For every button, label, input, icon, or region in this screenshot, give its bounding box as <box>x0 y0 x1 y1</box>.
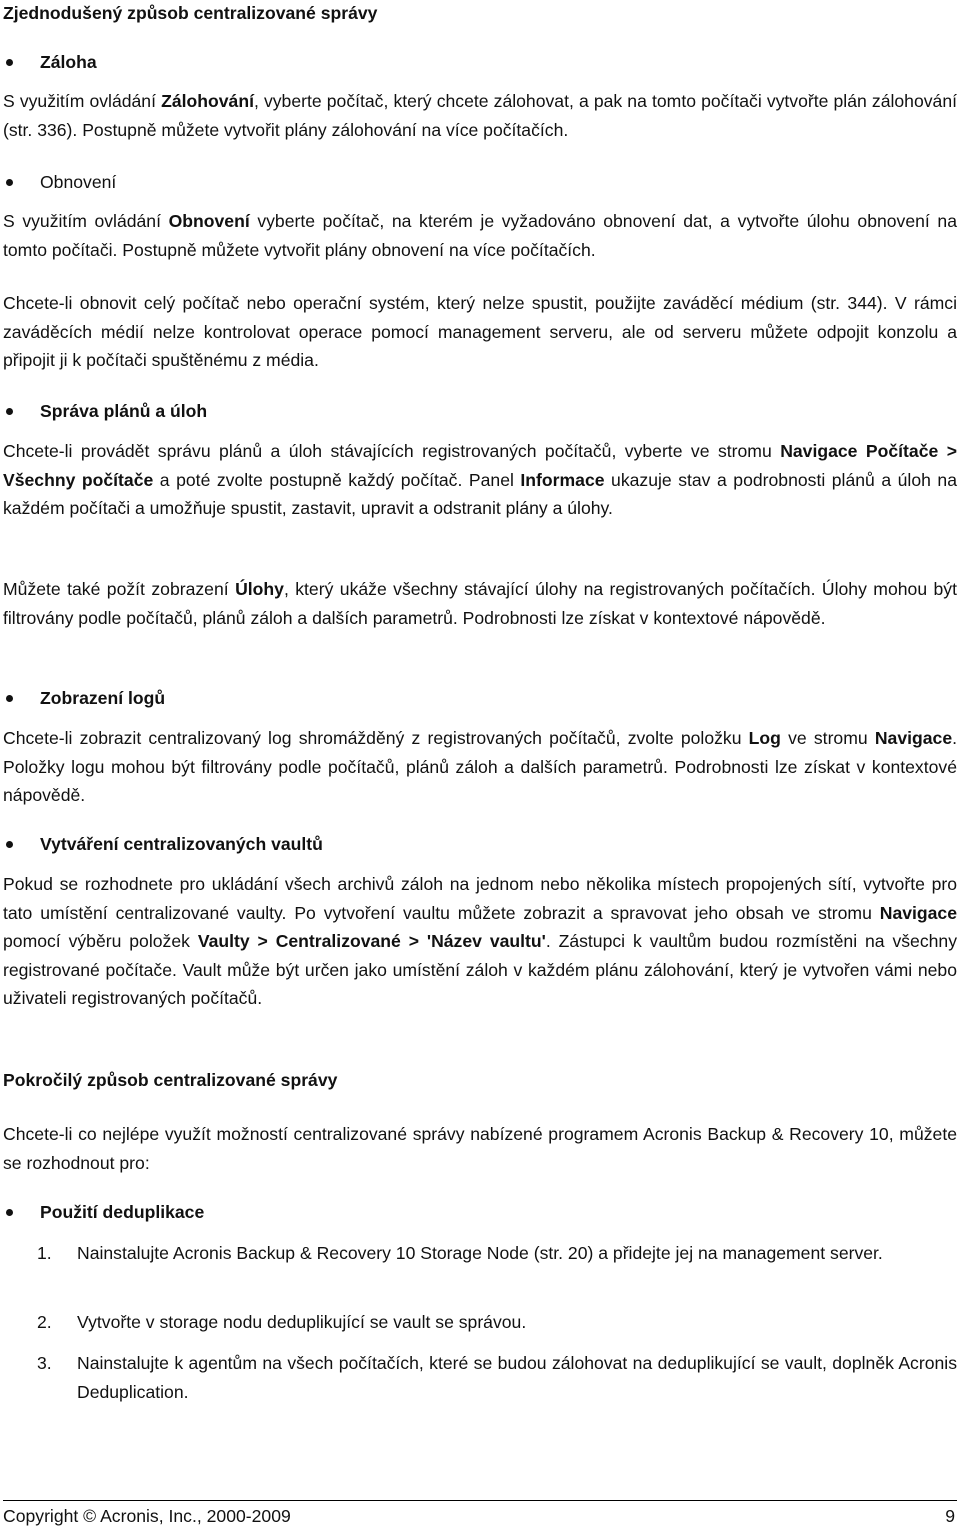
paragraph-vaulty <box>3 870 957 1013</box>
text-span-bold: Úlohy <box>235 579 284 599</box>
text-span-bold: Obnovení <box>168 211 250 231</box>
bullet-icon <box>6 59 13 66</box>
text-span-bold: Navigace <box>874 728 953 748</box>
section-heading: Správa plánů a úloh <box>40 401 208 421</box>
list-item <box>37 1239 957 1268</box>
text-span: S využitím ovládání <box>3 91 162 111</box>
list-number: 3. <box>37 1353 52 1373</box>
text-span-bold: Vaulty > Centralizované > 'Název vaultu' <box>197 931 546 952</box>
section-heading: Záloha <box>40 52 97 72</box>
bullet-icon <box>6 841 13 848</box>
text-span: a poté zvolte postupně každý počítač. Panel <box>153 469 521 490</box>
section-heading: Použití deduplikace <box>40 1202 205 1222</box>
text-span-bold: Navigace <box>879 902 957 923</box>
footer-page-number: 9 <box>945 1506 955 1526</box>
footer-copyright: Copyright © Acronis, Inc., 2000-2009 <box>3 1506 291 1526</box>
text-span: , vyberte počítač, který chcete zálohovat, a pak na tomto počítači vytvořte plán zálohování (str. 336). Postupně můžete vytvořit plány zálohování na více počítačích. <box>3 91 957 140</box>
text-span: . Položky logu mohou být filtrovány podle počítačů, plánů záloh a dalších parametrů. Podrobnosti lze získat v kontextové nápovědě. <box>3 728 957 806</box>
paragraph-sprava-2 <box>3 575 957 632</box>
text-span: Chcete-li provádět správu plánů a úloh stávajících registrovaných počítačů, vyberte ve stromu <box>3 441 781 461</box>
text-span: ukazuje stav a podrobnosti plánů a úloh na každém počítači a umožňuje spustit, zastavit, upravit a odstranit plány a úlohy. <box>3 469 957 519</box>
advanced-title: Pokročilý způsob centralizované správy <box>3 1070 338 1090</box>
list-text: Vytvořte v storage nodu deduplikující se vault se správou. <box>77 1312 527 1332</box>
paragraph-zaloha <box>3 87 957 144</box>
paragraph-sprava-1 <box>3 437 957 523</box>
list-item <box>37 1349 957 1406</box>
list-text: Nainstalujte k agentům na všech počítačích, které se budou zálohovat na deduplikující se vault, doplněk Acronis Deduplication. <box>77 1353 957 1402</box>
paragraph-logy <box>3 724 957 810</box>
text-span-bold: Navigace Počítače > Všechny počítače <box>3 441 957 490</box>
text-span: Pokud se rozhodnete pro ukládání všech archivů záloh na jednom nebo několika místech propojených sítí, vytvořte pro tato umístění centralizované vaulty. Po vytvoření vaultu můžete zobrazit a spravovat jeho obsah ve stromu <box>3 874 957 923</box>
list-number: 2. <box>37 1312 52 1332</box>
section-heading: Obnovení <box>40 172 117 192</box>
text-span-bold: Zálohování <box>161 91 254 111</box>
bullet-icon <box>6 695 13 702</box>
paragraph-obnoveni-2: Chcete-li obnovit celý počítač nebo operační systém, který nelze spustit, použijte zaváděcí médium (str. 344). V rámci zaváděcích médií nelze kontrolovat operace pomocí management serveru, ale od serveru můžete odpojit konzolu a připojit ji k počítači spuštěnému z média. <box>3 293 957 371</box>
footer-divider <box>3 1500 957 1501</box>
list-number: 1. <box>37 1243 52 1263</box>
text-span: ve stromu <box>780 728 875 748</box>
bullet-icon <box>6 408 13 415</box>
text-span: Můžete také požít zobrazení <box>3 579 236 599</box>
text-span: vyberte počítač, na kterém je vyžadováno obnovení dat, a vytvořte úlohu obnovení na tomto počítači. Postupně můžete vytvořit plány obnovení na více počítačích. <box>3 211 957 260</box>
bullet-icon <box>6 1209 13 1216</box>
section-heading: Zobrazení logů <box>40 688 166 708</box>
text-span: S využitím ovládání <box>3 211 169 231</box>
page-title: Zjednodušený způsob centralizované správy <box>3 3 378 23</box>
text-span-bold: Log <box>748 728 781 748</box>
paragraph-advanced-intro: Chcete-li co nejlépe využít možností centralizované správy nabízené programem Acronis Backup & Recovery 10, můžete se rozhodnout pro: <box>3 1124 957 1173</box>
text-span: pomocí výběru položek <box>3 931 198 952</box>
paragraph-obnoveni-1 <box>3 207 957 264</box>
list-item <box>37 1308 957 1337</box>
list-text: Nainstalujte Acronis Backup & Recovery 10 Storage Node (str. 20) a přidejte jej na management server. <box>77 1243 883 1263</box>
section-heading: Vytváření centralizovaných vaultů <box>40 834 323 854</box>
text-span: . Zástupci k vaultům budou rozmístěni na všechny registrované počítače. Vault může být určen jako umístění záloh v každém plánu zálohování, který je vytvořen vámi nebo uživateli registrovaných počítačů. <box>3 931 957 1009</box>
text-span-bold: Informace <box>520 469 605 490</box>
bullet-icon <box>6 179 13 186</box>
text-span: Chcete-li zobrazit centralizovaný log shromážděný z registrovaných počítačů, zvolte položku <box>3 728 749 748</box>
text-span: , který ukáže všechny stávající úlohy na registrovaných počítačích. Úlohy mohou být filtrovány podle počítačů, plánů záloh a dalších parametrů. Podrobnosti lze získat v kontextové nápovědě. <box>3 579 957 628</box>
